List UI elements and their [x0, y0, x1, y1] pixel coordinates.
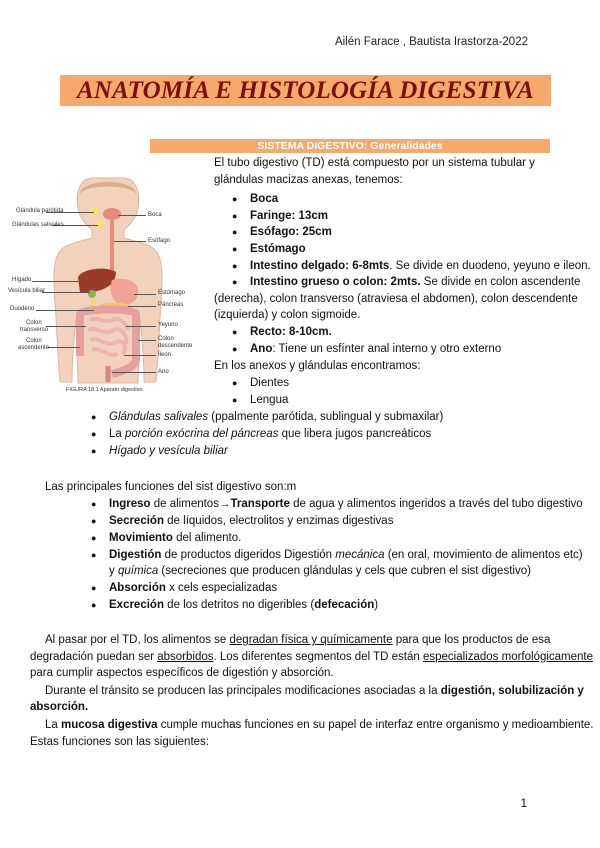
label-anus: Ano	[158, 369, 169, 375]
bullet-dot: ●	[91, 600, 97, 610]
function-item-cont	[109, 563, 531, 580]
function-text: )	[374, 599, 379, 611]
bullet-dot: ●	[232, 395, 238, 405]
function-text: del alimento.	[172, 532, 242, 544]
function-term: Secreción	[109, 515, 164, 527]
label-jejunum: Yeyuno	[158, 322, 178, 328]
author-line: Ailén Farace , Bautista Irastorza-2022	[334, 36, 528, 48]
bullet-dot: ●	[232, 227, 238, 237]
function-text: (secreciones que producen glándulas y cels que cubren el sist digestivo)	[158, 565, 531, 577]
page-number: 1	[520, 798, 527, 810]
gland-item	[109, 443, 228, 460]
annex-item: Dientes	[250, 377, 289, 389]
organ-item: Boca	[250, 193, 279, 205]
bullet-dot: ●	[232, 344, 238, 354]
bullet-dot: ●	[91, 412, 97, 422]
function-item	[109, 513, 393, 530]
annex-intro: En los anexos y glándulas encontramos:	[214, 360, 421, 372]
function-term: Movimiento	[109, 532, 173, 544]
page-title: ANATOMÍA E HISTOLOGÍA DIGESTIVA	[76, 77, 535, 104]
function-item	[109, 580, 277, 597]
function-term: Ingreso	[109, 498, 151, 510]
label-descending-colon-1: Colon	[158, 336, 174, 342]
organ-name: Intestino grueso o colon: 2mts.	[250, 276, 421, 288]
function-text: de agua y alimentos ingeridos a través del tubo digestivo	[289, 498, 583, 510]
function-item	[109, 597, 378, 614]
bullet-dot: ●	[232, 378, 238, 388]
bullet-dot: ●	[232, 211, 238, 221]
function-item	[109, 496, 583, 513]
organ-item: Estómago	[250, 243, 306, 255]
paragraph-mucosa	[45, 717, 593, 734]
function-item	[109, 547, 583, 564]
paragraph-degradation-line3: para cumplir aspectos específicos de digestión y absorción.	[30, 667, 334, 679]
label-mouth: Boca	[148, 212, 162, 218]
function-text: de líquidos, electrolitos y enzimas digestivas	[163, 515, 394, 527]
organ-item	[250, 258, 591, 275]
bullet-dot: ●	[232, 194, 238, 204]
gland-prefix: La	[109, 428, 125, 440]
annex-item: Lengua	[250, 394, 289, 406]
function-text: x cels especializadas	[165, 582, 278, 594]
intro-paragraph: El tubo digestivo (TD) está compuesto por un sistema tubular y glándulas macizas anexas, tenemos:	[214, 157, 535, 186]
label-gallbladder: Vesícula biliar	[8, 288, 46, 294]
label-ileum: Íleon	[158, 352, 172, 358]
paragraph-degradation	[45, 632, 572, 649]
label-ascending-colon-2: ascendente	[18, 345, 50, 351]
label-transverse-colon-2: transverso	[20, 327, 49, 333]
text-run: cumple muchas funciones en su papel de interfaz entre organismo y medioambiente.	[157, 719, 594, 731]
label-duodenum: Duodeno	[10, 306, 35, 312]
colon-continuation: (derecha), colon transverso (atraviesa el abdomen), colon descendente	[214, 293, 578, 305]
gland-name: Hígado y vesícula biliar	[109, 445, 228, 457]
section-title: SISTEMA DIGESTIVO: Generalidades	[257, 140, 443, 152]
paragraph-mucosa-line2: Estas funciones son las siguientes:	[30, 736, 209, 748]
gland-name: Glándulas salivales	[109, 411, 209, 423]
bullet-dot: ●	[232, 244, 238, 254]
organ-detail: : Tiene un esfínter anal interno y otro externo	[272, 343, 502, 355]
function-text: y	[109, 565, 118, 577]
label-salivary: Glándulas salivales	[12, 222, 64, 228]
bullet-dot: ●	[91, 499, 97, 509]
function-text: de productos digeridos Digestión	[161, 549, 336, 561]
gland-item	[109, 409, 443, 426]
function-term-italic: mecánica	[335, 549, 385, 561]
colon-continuation: (izquierda) y colon sigmoide.	[214, 309, 361, 321]
function-item	[109, 530, 241, 547]
gland-detail: (ppalmente parótida, sublingual y submaxilar)	[208, 411, 444, 423]
functions-intro: Las principales funciones del sist digestivo son:m	[45, 481, 297, 493]
label-stomach: Estómago	[158, 290, 186, 296]
text-run: . Los diferentes segmentos del TD están	[213, 651, 423, 663]
bullet-dot: ●	[91, 446, 97, 456]
paragraph-degradation-line2	[30, 649, 593, 666]
function-text: de alimentos	[150, 498, 219, 510]
function-term: defecación	[314, 599, 375, 611]
bold-run: mucosa digestiva	[61, 719, 158, 731]
label-descending-colon-2: descendente	[158, 343, 193, 349]
text-run: Durante el tránsito se producen las principales modificaciones asociadas a la	[45, 685, 441, 697]
organ-detail: Se divide en colon ascendente	[420, 276, 581, 288]
text-run: para que los productos de esa	[392, 634, 551, 646]
underlined-run: degradan física y químicamente	[229, 634, 393, 646]
organ-detail: . Se divide en duodeno, yeyuno e ileon.	[389, 260, 591, 272]
figure-caption: FIGURA 18.1 Aparato digestivo.	[66, 387, 144, 393]
label-liver: Hígado	[12, 277, 32, 283]
organ-item: Recto: 8-10cm.	[250, 326, 332, 338]
organ-item	[250, 274, 580, 291]
function-term: Absorción	[109, 582, 166, 594]
function-text: de los detritos no digeribles (	[163, 599, 315, 611]
bullet-dot: ●	[91, 533, 97, 543]
bullet-dot: ●	[232, 261, 238, 271]
paragraph-transit-line2: absorción.	[30, 701, 89, 713]
text-run: La	[45, 719, 61, 731]
organ-item: Faringe: 13cm	[250, 210, 328, 222]
text-run: Al pasar por el TD, los alimentos se	[45, 634, 230, 646]
bullet-dot: ●	[232, 327, 238, 337]
digestive-system-figure	[8, 168, 208, 398]
organ-item	[250, 341, 501, 358]
label-transverse-colon-1: Colon	[26, 320, 42, 326]
function-text: (en oral, movimiento de alimentos etc)	[384, 549, 583, 561]
underlined-run: especializados morfológicamente	[422, 651, 594, 663]
text-run: degradación puedan ser	[30, 651, 158, 663]
function-term: Excreción	[109, 599, 164, 611]
digestive-illustration	[8, 168, 208, 398]
underlined-run: absorbidos	[157, 651, 214, 663]
paragraph-transit	[45, 683, 584, 700]
gland-item	[109, 426, 431, 443]
label-esophagus: Esófago	[148, 238, 171, 244]
organ-name: Intestino delgado: 6-8mts	[250, 260, 390, 272]
function-term: Transporte	[230, 498, 290, 510]
function-term-italic: química	[117, 565, 159, 577]
bullet-dot: ●	[91, 516, 97, 526]
bullet-dot: ●	[91, 429, 97, 439]
gland-detail: que libera jugos pancreáticos	[278, 428, 432, 440]
label-ascending-colon-1: Colon	[26, 338, 42, 344]
bullet-dot: ●	[91, 550, 97, 560]
bold-run: digestión, solubilización y	[440, 685, 584, 697]
bullet-dot: ●	[232, 277, 238, 287]
label-parotid: Glándula parótida	[16, 208, 64, 214]
label-pancreas: Páncreas	[158, 302, 184, 308]
organ-name: Ano	[250, 343, 273, 355]
bullet-dot: ●	[91, 583, 97, 593]
organ-item: Esófago: 25cm	[250, 226, 332, 238]
function-term: Digestión	[109, 549, 162, 561]
gland-name: porción exócrina del páncreas	[125, 428, 279, 440]
arrow-icon: →	[218, 498, 231, 510]
